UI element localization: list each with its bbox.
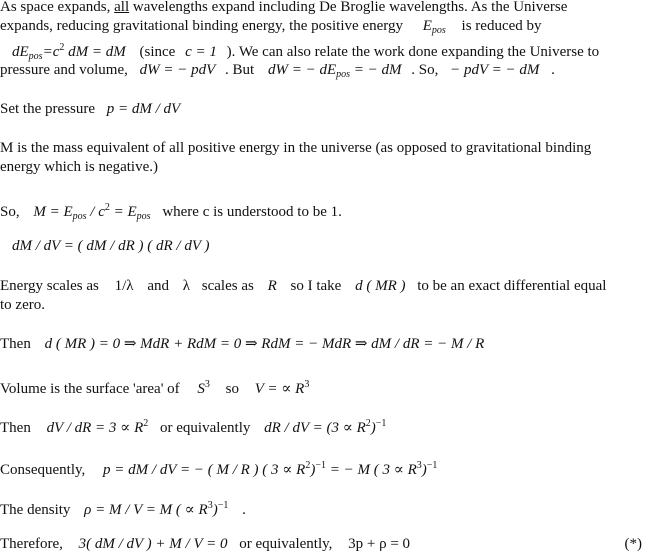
text: Consequently, — [0, 462, 86, 478]
math-expression: 1/λ — [114, 278, 134, 294]
math-expression: ) — [370, 420, 376, 436]
math-expression: ) — [421, 462, 427, 478]
math-superscript: 2 — [305, 460, 311, 471]
paragraph-7 — [0, 335, 484, 354]
math-expression: 3p + ρ = 0 — [348, 536, 411, 552]
text: ). We can also relate the work done expanding the Universe to — [226, 44, 600, 60]
math-superscript: −1 — [375, 418, 387, 429]
text: . — [551, 62, 555, 78]
math-subscript: pos — [336, 69, 351, 80]
text: Then — [0, 420, 31, 436]
math-subscript: pos — [72, 211, 87, 222]
math-symbol: S — [197, 381, 205, 397]
math-expression: = E — [109, 204, 137, 220]
paragraph-3-line-2 — [0, 158, 158, 177]
paragraph-11 — [0, 496, 246, 520]
math-superscript: 2 — [59, 42, 65, 53]
text: So, — [0, 204, 20, 220]
math-superscript: −1 — [217, 500, 229, 511]
math-expression: dM = dM — [64, 44, 126, 60]
text: . So, — [411, 62, 439, 78]
math-superscript: 3 — [204, 379, 210, 390]
paragraph-1-line-1 — [0, 0, 567, 17]
math-expression: dV / dR = 3 ∝ R — [46, 420, 144, 436]
math-expression: p = dM / dV — [106, 101, 181, 117]
text: and — [147, 278, 169, 294]
text: Volume is the surface 'area' of — [0, 381, 180, 397]
text: scales as — [201, 278, 254, 294]
text: As space expands, — [0, 0, 115, 15]
paragraph-5 — [12, 237, 209, 256]
math-expression: − pdV = − dM — [450, 62, 540, 78]
text: so — [225, 381, 239, 397]
text: Set the pressure — [0, 101, 95, 117]
text: M is the mass equivalent of all positive energy in the universe (as opposed to gravitational binding — [0, 140, 592, 156]
math-expression: d ( MR ) = 0 ⇒ MdR + RdM = 0 ⇒ RdM = − MdR ⇒ dM / dR = − M / R — [44, 336, 485, 352]
underlined-word: all — [114, 0, 130, 15]
text: or equivalently, — [239, 536, 333, 552]
math-symbol: E — [422, 18, 432, 34]
text: expands, reducing gravitational binding energy, the positive energy — [0, 18, 403, 34]
math-expression: V = ∝ R — [254, 381, 305, 397]
paragraph-1-line-4 — [0, 61, 555, 84]
math-expression: dW = − dE — [267, 62, 337, 78]
math-subscript: pos — [136, 211, 151, 222]
paragraph-2 — [0, 100, 180, 119]
text: where c is understood to be 1. — [162, 204, 342, 220]
text: or equivalently — [160, 420, 251, 436]
math-expression: dE — [12, 44, 29, 60]
math-subscript: pos — [28, 51, 43, 62]
math-superscript: 3 — [207, 500, 213, 511]
text: Therefore, — [0, 536, 63, 552]
text: (since — [139, 44, 176, 60]
text: wavelengths expand including De Broglie wavelengths. As the Universe — [129, 0, 568, 15]
text: . — [242, 502, 246, 518]
math-superscript: 3 — [304, 379, 310, 390]
text: . But — [225, 62, 255, 78]
math-superscript: −1 — [315, 460, 326, 471]
math-symbol: λ — [182, 278, 191, 294]
math-subscript: pos — [431, 25, 446, 36]
math-superscript: −1 — [426, 460, 438, 471]
math-superscript: 2 — [104, 202, 110, 213]
math-expression: dW = − pdV — [139, 62, 216, 78]
text: Then — [0, 336, 31, 352]
math-symbol: R — [267, 278, 277, 294]
paragraph-9 — [0, 414, 386, 438]
math-expression: ) — [212, 502, 218, 518]
math-superscript: 2 — [365, 418, 371, 429]
text: The density — [0, 502, 71, 518]
text: Energy scales as — [0, 278, 99, 294]
paragraph-8 — [0, 375, 309, 399]
math-superscript: 3 — [416, 460, 422, 471]
math-expression: ) — [310, 462, 316, 478]
paragraph-4 — [0, 198, 342, 226]
paragraph-6-line-1 — [0, 277, 606, 296]
text: is reduced by — [461, 18, 542, 34]
math-expression: c = 1 — [185, 44, 217, 60]
paragraph-1-line-2 — [0, 17, 542, 40]
text: pressure and volume, — [0, 62, 128, 78]
paragraph-12 — [0, 535, 664, 554]
paragraph-10 — [0, 456, 437, 480]
text: energy which is negative.) — [0, 159, 159, 175]
equation-number: (*) — [624, 536, 642, 552]
math-expression: dR / dV = (3 ∝ R — [264, 420, 366, 436]
math-expression: d ( MR ) — [355, 278, 406, 294]
math-expression: = − dM — [350, 62, 402, 78]
math-expression: M = E — [33, 204, 73, 220]
math-expression: 3( dM / dV ) + M / V = 0 — [78, 536, 228, 552]
math-expression: =c — [42, 44, 60, 60]
text: to be an exact differential equal — [417, 278, 607, 294]
paragraph-6-line-2 — [0, 296, 45, 315]
math-expression: / c — [86, 204, 105, 220]
math-expression: p = dM / dV = − ( M / R ) ( 3 ∝ R — [103, 462, 306, 478]
math-expression: dM / dV = ( dM / dR ) ( dR / dV ) — [12, 238, 210, 254]
text: so I take — [290, 278, 342, 294]
paragraph-3-line-1 — [0, 139, 591, 158]
math-superscript: 2 — [143, 418, 149, 429]
math-expression: = − M ( 3 ∝ R — [325, 462, 417, 478]
math-expression: ρ = M / V = M ( ∝ R — [84, 502, 208, 518]
text: to zero. — [0, 297, 45, 313]
